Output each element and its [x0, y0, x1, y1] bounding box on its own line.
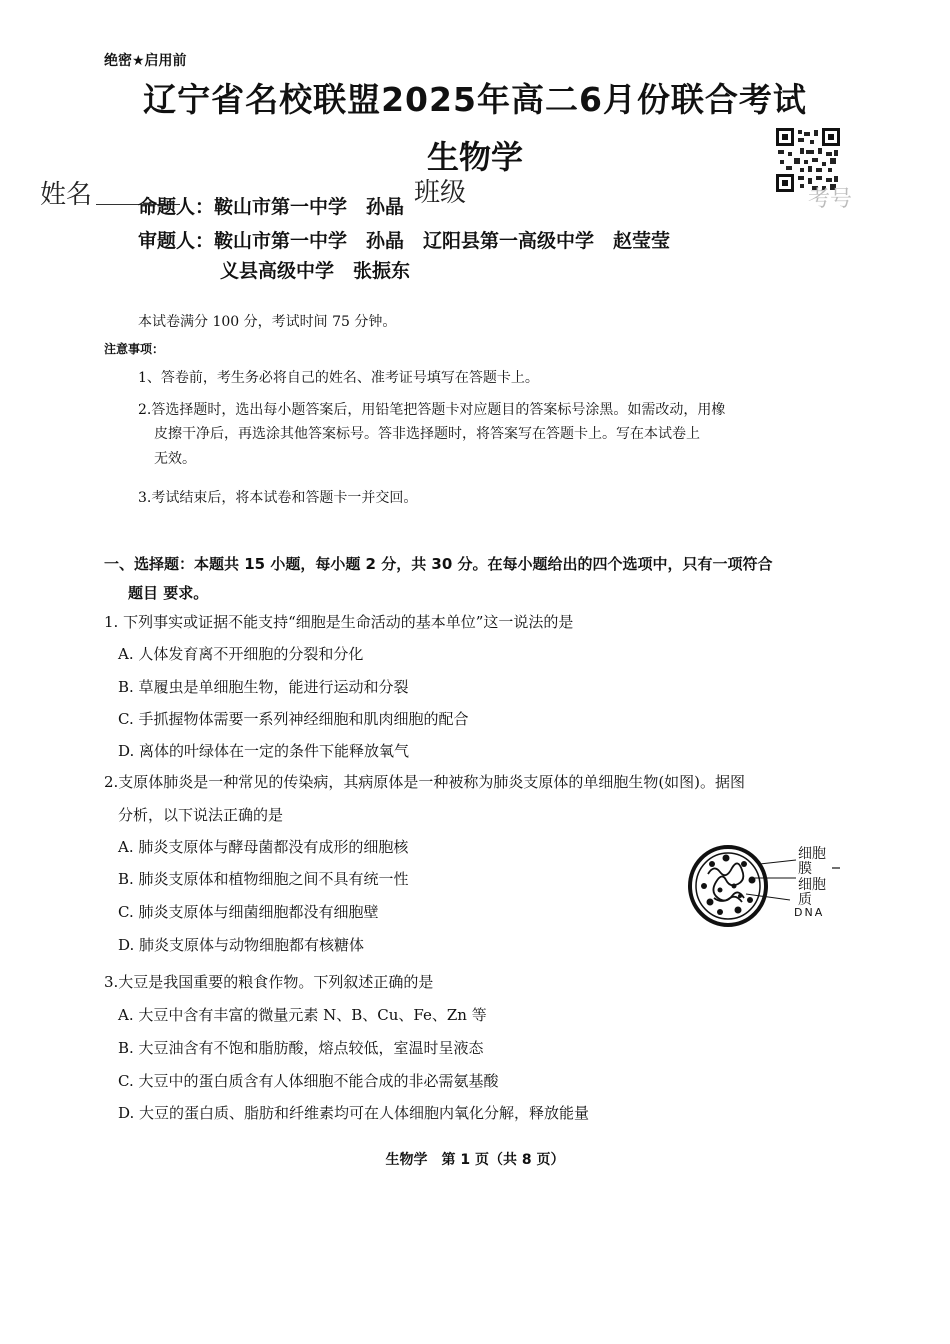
label-dna: DNA: [794, 906, 825, 919]
q3-option-c: C. 大豆中的蛋白质含有人体细胞不能合成的非必需氨基酸: [118, 1072, 499, 1090]
q3-option-a: A. 大豆中含有丰富的微量元素 N、B、Cu、Fe、Zn 等: [118, 1006, 487, 1024]
note-item-2-line-1: 2.答选择题时，选出每小题答案后，用铅笔把答题卡对应题目的答案标号涂黑。如需改动，用橡: [138, 402, 726, 418]
section-heading-line-2: 题目 要求。: [128, 584, 209, 602]
q2-stem-line-2: 分析，以下说法正确的是: [118, 806, 284, 824]
notes-heading: 注意事项：: [104, 342, 165, 356]
q1-option-b: B. 草履虫是单细胞生物，能进行运动和分裂: [118, 678, 409, 696]
q2-option-b: B. 肺炎支原体和植物细胞之间不具有统一性: [118, 870, 409, 888]
subject-title: 生物学: [426, 138, 523, 176]
secret-label: 绝密★启用前: [104, 53, 187, 69]
page-footer: 生物学 第 1 页（共 8 页）: [385, 1152, 565, 1168]
q2-option-c: C. 肺炎支原体与细菌细胞都没有细胞壁: [118, 903, 379, 921]
label-cytoplasm-2: 质: [798, 892, 812, 908]
q1-option-a: A. 人体发育离不开细胞的分裂和分化: [118, 645, 364, 663]
exam-info: 本试卷满分 100 分，考试时间 75 分钟。: [138, 314, 397, 330]
q2-stem-line-1: 2.支原体肺炎是一种常见的传染病，其病原体是一种被称为肺炎支原体的单细胞生物(如图)。据图: [104, 773, 746, 791]
label-membrane-1: 细胞: [798, 846, 826, 862]
mycoplasma-cell-diagram: [686, 834, 846, 934]
q2-option-d: D. 肺炎支原体与动物细胞都有核糖体: [118, 936, 365, 954]
q2-option-a: A. 肺炎支原体与酵母菌都没有成形的细胞核: [118, 838, 409, 856]
note-item-2-line-3: 无效。: [154, 451, 196, 467]
note-item-2-line-2: 皮擦干净后，再选涂其他答案标号。答非选择题时，将答案写在答题卡上。写在本试卷上: [154, 426, 700, 442]
q3-option-d: D. 大豆的蛋白质、脂肪和纤维素均可在人体细胞内氧化分解，释放能量: [118, 1104, 590, 1122]
proposer-line: 命题人：鞍山市第一中学 孙晶: [138, 196, 405, 218]
reviewer-line-2: 义县高级中学 张振东: [220, 260, 411, 282]
q3-stem: 3.大豆是我国重要的粮食作物。下列叙述正确的是: [104, 973, 434, 991]
label-membrane-2: 膜: [798, 861, 812, 877]
reviewer-line-1: 审题人：鞍山市第一中学 孙晶 辽阳县第一高级中学 赵莹莹: [138, 230, 671, 252]
exam-title: 辽宁省名校联盟2025年高二6月份联合考试: [143, 80, 807, 119]
q1-stem: 1. 下列事实或证据不能支持“细胞是生命活动的基本单位”这一说法的是: [104, 613, 574, 631]
q3-option-b: B. 大豆油含有不饱和脂肪酸，熔点较低，室温时呈液态: [118, 1039, 484, 1057]
handwritten-class-label: 班级: [414, 178, 467, 208]
q1-option-d: D. 离体的叶绿体在一定的条件下能释放氧气: [118, 742, 410, 760]
handwritten-number-label: 考号: [808, 187, 853, 212]
section-heading-line-1: 一、选择题：本题共 15 小题，每小题 2 分，共 30 分。在每小题给出的四个选项中，只有一项符合: [104, 555, 773, 573]
label-cytoplasm-1: 细胞: [798, 877, 826, 893]
note-item-3: 3.考试结束后，将本试卷和答题卡一并交回。: [138, 490, 418, 506]
q1-option-c: C. 手抓握物体需要一系列神经细胞和肌肉细胞的配合: [118, 710, 469, 728]
handwritten-name-label: 姓名: [40, 180, 93, 210]
note-item-1: 1、答卷前，考生务必将自己的姓名、准考证号填写在答题卡上。: [138, 370, 539, 386]
